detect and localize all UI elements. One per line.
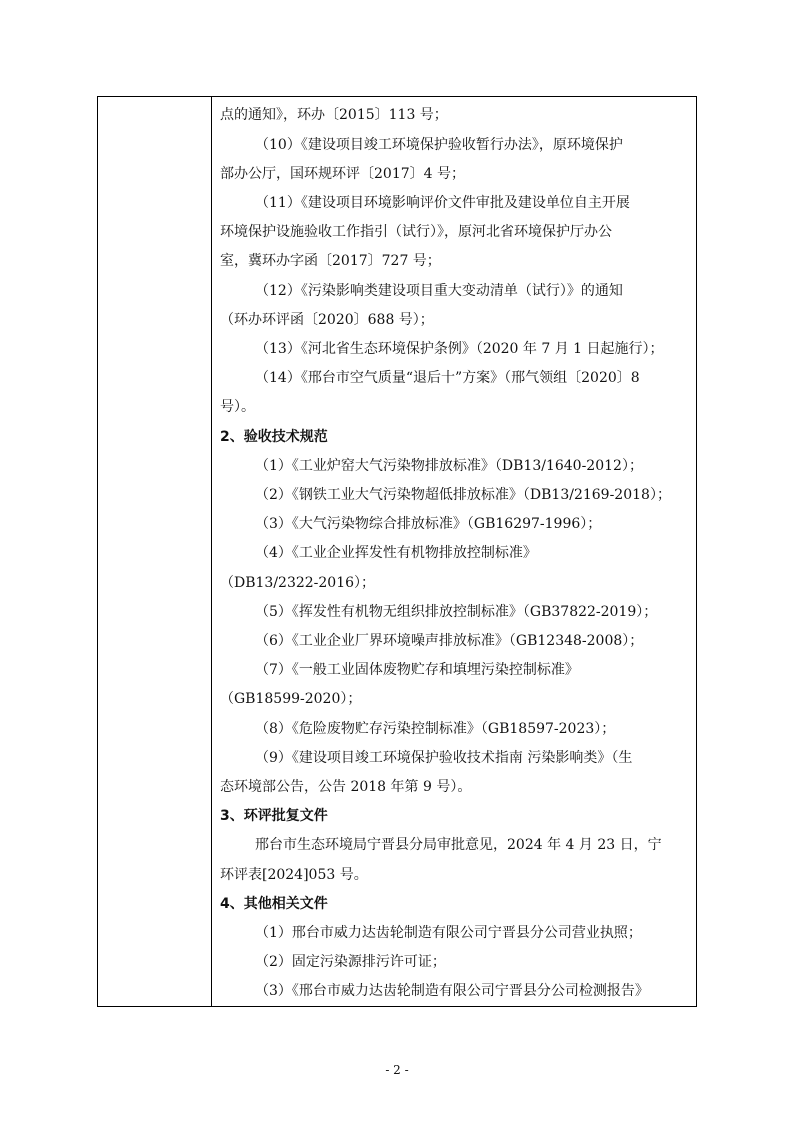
text-line: （11）《建设项目环境影响评价文件审批及建设单位自主开展 bbox=[255, 195, 630, 211]
text-line: （2）《钢铁工业大气污染物超低排放标准》（DB13/2169-2018）； bbox=[255, 487, 671, 503]
text-line: （环办环评函〔2020〕688 号）； bbox=[220, 312, 434, 328]
text-line: （DB13/2322-2016）； bbox=[220, 575, 376, 591]
text-line: （7）《一般工业固体废物贮存和填埋污染控制标准》 bbox=[255, 662, 579, 678]
document-table bbox=[97, 96, 697, 1007]
section-heading: 2、验收技术规范 bbox=[220, 429, 328, 445]
text-line: 号）。 bbox=[220, 399, 255, 415]
text-line: 态环境部公告，公告 2018 年第 9 号）。 bbox=[220, 779, 472, 795]
section-heading: 3、环评批复文件 bbox=[220, 808, 328, 824]
text-line: 邢台市生态环境局宁晋县分局审批意见，2024 年 4 月 23 日，宁 bbox=[255, 837, 662, 853]
text-line: 环境保护设施验收工作指引（试行）》，原河北省环境保护厅办公 bbox=[220, 224, 612, 240]
column-divider bbox=[211, 97, 212, 1006]
text-line: （3）《大气污染物综合排放标准》（GB16297-1996）； bbox=[255, 516, 602, 532]
text-line: （1）《工业炉窑大气污染物排放标准》（DB13/1640-2012）； bbox=[255, 458, 643, 474]
text-line: 室，冀环办字函〔2017〕727 号； bbox=[220, 253, 441, 269]
section-heading: 4、其他相关文件 bbox=[220, 896, 328, 912]
text-line: （13）《河北省生态环境保护条例》（2020 年 7 月 1 日起施行）； bbox=[255, 341, 664, 357]
page-number: - 2 - bbox=[385, 1063, 409, 1077]
text-line: （6）《工业企业厂界环境噪声排放标准》（GB12348-2008）； bbox=[255, 633, 644, 649]
text-line: （GB18599-2020）； bbox=[220, 691, 362, 707]
text-line: （4）《工业企业挥发性有机物排放控制标准》 bbox=[255, 545, 537, 561]
text-line: （14）《邢台市空气质量“退后十”方案》（邢气领组〔2020〕8 bbox=[255, 370, 640, 386]
text-line: 环评表[2024]053 号。 bbox=[220, 867, 368, 883]
text-line: （12）《污染影响类建设项目重大变动清单（试行）》的通知 bbox=[255, 283, 623, 299]
text-line: 部办公厅，国环规环评〔2017〕4 号； bbox=[220, 166, 465, 182]
text-line: （8）《危险废物贮存污染控制标准》（GB18597-2023）； bbox=[255, 721, 616, 737]
text-line: （1）邢台市威力达齿轮制造有限公司宁晋县分公司营业执照； bbox=[255, 925, 642, 941]
text-line: （5）《挥发性有机物无组织排放控制标准》（GB37822-2019）； bbox=[255, 604, 658, 620]
text-line: （2）固定污染源排污许可证； bbox=[255, 954, 446, 970]
text-line: （10）《建设项目竣工环境保护验收暂行办法》，原环境保护 bbox=[255, 137, 623, 153]
text-line: 点的通知》，环办〔2015〕113 号； bbox=[220, 107, 448, 123]
text-line: （9）《建设项目竣工环境保护验收技术指南 污染影响类》（生 bbox=[255, 750, 633, 766]
text-line: （3）《邢台市威力达齿轮制造有限公司宁晋县分公司检测报告》 bbox=[255, 983, 649, 999]
